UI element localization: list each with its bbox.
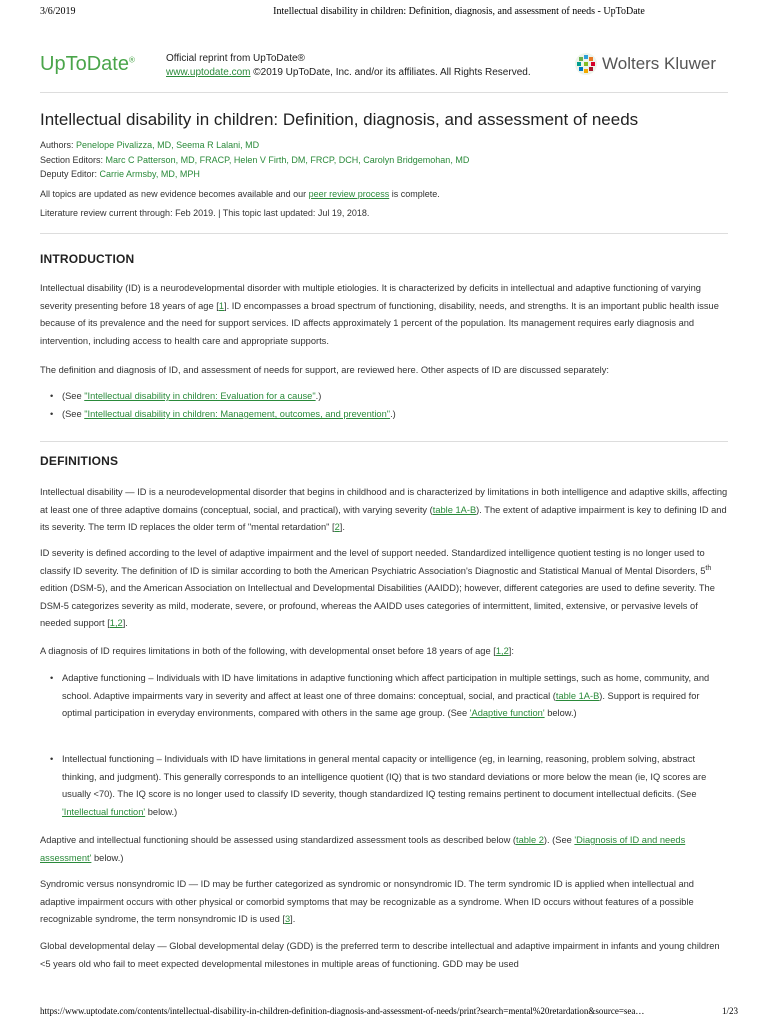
definitions-paragraph: Adaptive and intellectual functioning should be assessed using standardized assessment tools as described below (table 2). (See 'Diagnosis of ID and needs assessment' below.): [40, 835, 686, 863]
reference-link[interactable]: 2: [334, 522, 340, 532]
topic-link-management[interactable]: "Intellectual disability in children: Management, outcomes, and prevention": [84, 409, 391, 419]
section-link-diagnosis[interactable]: 'Diagnosis of ID and needs assessment': [40, 835, 686, 863]
table-link[interactable]: table 1A-B: [555, 690, 600, 701]
wolters-kluwer-logo: [574, 52, 716, 76]
definitions-paragraph: Syndromic versus nonsyndromic ID — ID may be further categorized as syndromic or nonsyndromic ID. The term syndromic ID is applied when intellectual and adaptive impairment occurs with other physical or comorbid symptoms that may be recognizable as a syndrome. When ID occurs without features of a possible recognizable syndrome, the term nonsyndromic ID is used [3].: [40, 879, 694, 924]
intro-paragraph: Intellectual disability (ID) is a neurodevelopmental disorder with multiple etiologies. It is characterized by deficits in intellectual and adaptive functioning of varying severity presenting before 18 years of age [1]. ID encompasses a broad spectrum of functioning, disability, needs, and strengths. It is an important public health issue because of its prevalence and the need for support services. ID affects approximately 1 percent of the population. Its management requires early diagnosis and intervention, including access to health care and appropriate supports.: [40, 283, 719, 346]
authors-line: Authors: Penelope Pivalizza, MD, Seema R Lalani, MD: [40, 140, 260, 150]
section-heading-definitions: DEFINITIONS: [40, 454, 119, 468]
definitions-paragraph: Intellectual disability — ID is a neurodevelopmental disorder that begins in childhood and is characterized by limitations in both intelligence and adaptive skills, affecting at least one of three adaptive domains (conceptual, social, and practical), with varying severity (table 1A-B). The extent of adaptive impairment is key to defining ID and its severity. The term ID replaces the older term of "mental retardation" [2].: [40, 487, 728, 532]
page-number: 1/23: [721, 1006, 738, 1016]
reference-link[interactable]: 1,2: [109, 618, 123, 628]
wolters-kluwer-logo-icon: [574, 52, 598, 76]
review-dates: Literature review current through: Feb 2019. | This topic last updated: Jul 19, 2018.: [40, 208, 370, 218]
intro-paragraph: The definition and diagnosis of ID, and assessment of needs for support, are reviewed here. Other aspects of ID are discussed separately:: [40, 365, 609, 375]
definitions-paragraph: ID severity is defined according to the level of adaptive impairment and the level of support needed. Standardized intelligence quotient testing is no longer used to classify ID severity. The definition of ID is similar according to both the American Psychiatric Association's Diagnostic and Statistical Manual of Mental Disorders, 5th edition (DSM-5), and the American Association on Intellectual and Developmental Disabilities (AAIDD); however, different categories are used to define severity. The DSM-5 categorizes severity as mild, moderate, severe, or profound, whereas the AAIDD uses categories of intermittent, limited, extensive, or pervasive levels of needed support [1,2].: [40, 548, 715, 628]
reprint-line: Official reprint from UpToDate®: [166, 53, 305, 64]
reprint-notice: [166, 52, 531, 80]
evidence-note: All topics are updated as new evidence becomes available and our peer review process is complete.: [40, 189, 440, 199]
definitions-paragraph: Global developmental delay — Global developmental delay (GDD) is the preferred term to describe intellectual and adaptive impairment in infants and young children <5 years old who fail to meet expected developmental milestones in multiple areas of functioning. GDD may be used: [40, 941, 720, 969]
print-title: Intellectual disability in children: Definition, diagnosis, and assessment of needs - UpToDate: [273, 6, 645, 17]
section-heading-introduction: INTRODUCTION: [40, 252, 135, 266]
deputy-editor-line: Deputy Editor: Carrie Armsby, MD, MPH: [40, 169, 200, 179]
authors-link[interactable]: Penelope Pivalizza, MD, Seema R Lalani, MD: [76, 140, 260, 150]
article-title: Intellectual disability in children: Definition, diagnosis, and assessment of needs: [40, 110, 639, 129]
table-link[interactable]: table 1A-B: [432, 504, 477, 515]
uptodate-logo[interactable]: UpToDate®: [40, 53, 135, 75]
section-link-adaptive-function[interactable]: 'Adaptive function': [469, 708, 545, 718]
deputy-editor-link[interactable]: Carrie Armsby, MD, MPH: [99, 169, 200, 179]
table-link[interactable]: table 2: [515, 835, 544, 845]
reference-link[interactable]: 1: [218, 300, 224, 311]
publisher-name: Wolters Kluwer: [602, 54, 716, 73]
print-url: https://www.uptodate.com/contents/intellectual-disability-in-children-definition-diagnosis-and-assessment-of-needs/print?search=mental%20retardation&source=sea…: [40, 1006, 645, 1016]
topic-link-evaluation[interactable]: "Intellectual disability in children: Evaluation for a cause": [84, 391, 316, 401]
uptodate-link[interactable]: www.uptodate.com: [166, 67, 251, 78]
definitions-paragraph: A diagnosis of ID requires limitations in both of the following, with developmental onset before 18 years of age [1,2]:: [40, 646, 514, 656]
print-date: 3/6/2019: [40, 6, 76, 17]
reference-link[interactable]: 3: [284, 914, 291, 924]
print-footer: [40, 1006, 738, 1016]
divider: [40, 441, 728, 442]
copyright: ©2019 UpToDate, Inc. and/or its affiliates. All Rights Reserved.: [250, 67, 531, 78]
peer-review-link[interactable]: peer review process: [308, 189, 390, 199]
print-header: [40, 6, 728, 17]
section-editors-line: Section Editors: Marc C Patterson, MD, FRACP, Helen V Firth, DM, FRCP, DCH, Carolyn Bridgemohan, MD: [40, 155, 470, 165]
divider: [40, 233, 728, 234]
brand-bar: [40, 48, 728, 88]
section-editors-link[interactable]: Marc C Patterson, MD, FRACP, Helen V Firth, DM, FRCP, DCH, Carolyn Bridgemohan, MD: [105, 155, 470, 165]
divider: [40, 92, 728, 93]
reference-link[interactable]: 1,2: [495, 646, 509, 656]
section-link-intellectual-function[interactable]: 'Intellectual function': [62, 806, 146, 817]
